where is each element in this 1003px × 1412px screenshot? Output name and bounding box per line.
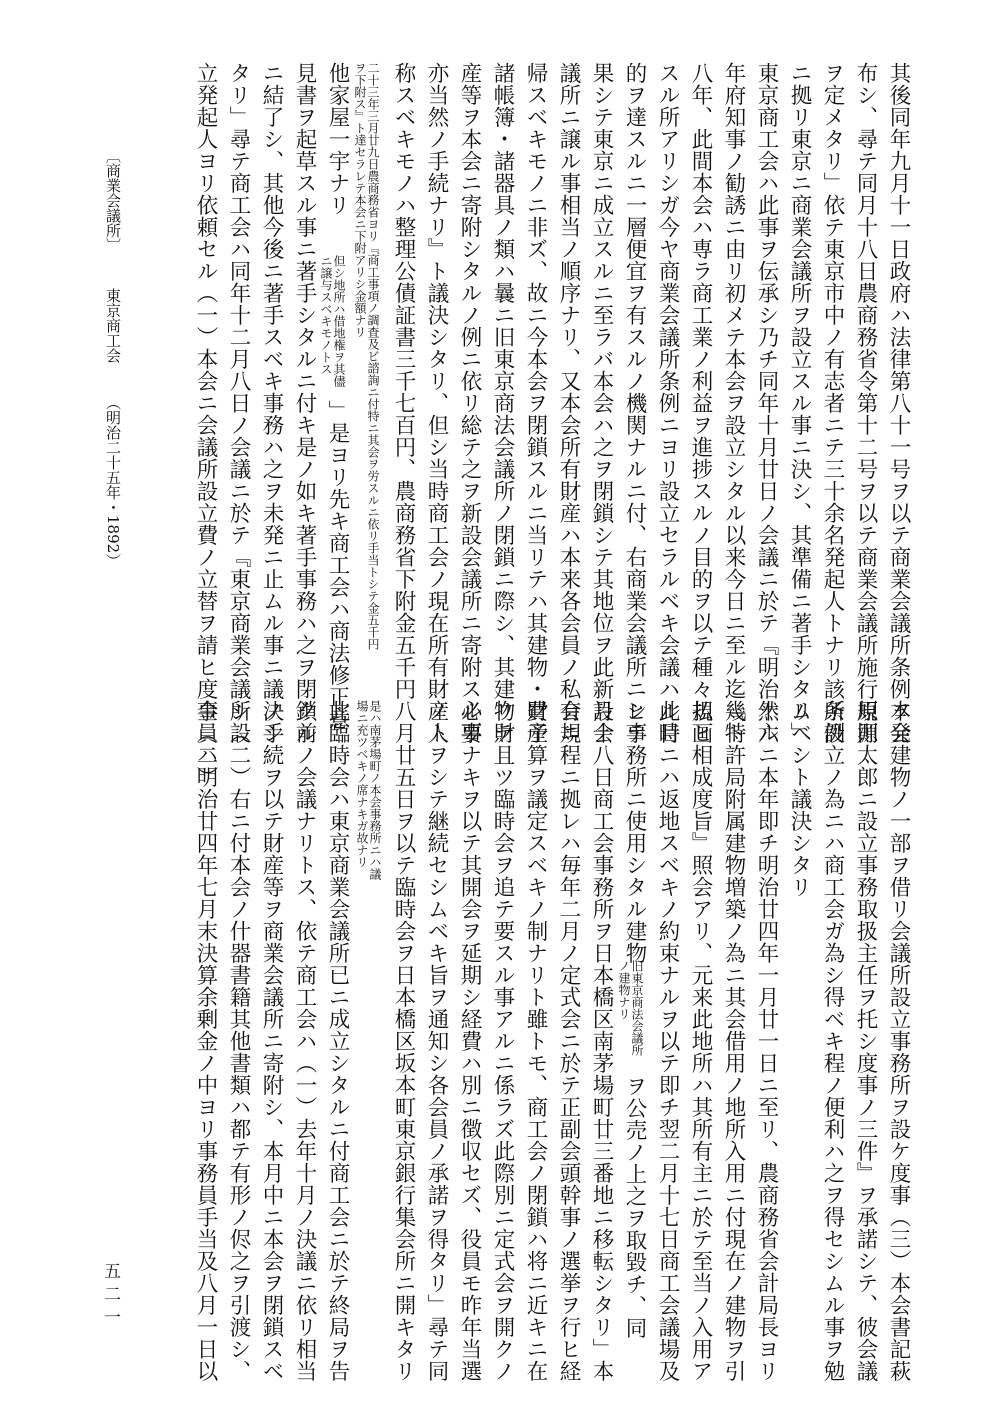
bottom-line-17: 此臨時会ハ東京商業会議所已ニ成立シタルニ付商工会ニ於テ終局ヲ告 (325, 700, 350, 1382)
header-period: （明治二十五年・1892） (104, 395, 122, 569)
top-line-3: ヲ定メタリ」依テ東京市中ノ有志者ニテ三十余名発起人トナリ該条例 (820, 62, 845, 744)
top-line-2: 布シ、尋テ同月十八日農商務省令第十二号ヲ以テ商業会議所施行規則 (853, 62, 878, 744)
note-land: 但シ地所ハ借地権ヲ其儘ニ譲与スベキモノトス (319, 255, 346, 387)
bottom-line-20: シ（二）右ニ付本会ノ什器書籍其他書類ハ都テ有形ノ侭之ヲ引渡シ、 (226, 700, 251, 1382)
top-line-13: 諸帳簿・諸器具ノ類ハ曩ニ旧東京商法会議所ノ閉鎖ニ際シ、其建物財 (490, 62, 515, 744)
top-line-15: 亦当然ノ手続ナリ』ト議決シタリ、但シ当時商工会ノ現在所有財産ト (424, 62, 449, 744)
bottom-line-4: ムベシト議決シタリ (787, 700, 812, 898)
note-venue: 是ハ南茅場町ノ本会事務所ニハ議場ニ充ツベキノ席ナキガ故ナリ (355, 700, 382, 880)
bottom-line-11: 会規程ニ拠レハ毎年二月ノ定式会ニ於テ正副会頭幹事ノ選挙ヲ行ヒ経 (556, 700, 581, 1382)
top-line-21: 立発起人ヨリ依頼セル（一）本会ニ会議所設立費ノ立替ヲ請ヒ度事（二） (193, 62, 218, 788)
top-line-4: ニ拠リ東京ニ商業会議所ヲ設立スル事ニ決シ、其準備ニ著手シタリ」 (787, 62, 812, 744)
top-line-6: 年府知事ノ勧誘ニ由リ初メテ本会ヲ設立シタル以来今日ニ至ル迄幾ト (721, 62, 746, 744)
bottom-line-3: 所設立ノ為ニハ商工会ガ為シ得ベキ程ノ便利ハ之ヲ得セシムル事ヲ勉 (820, 700, 845, 1382)
top-line-11: 議所ニ譲ル事相当ノ順序ナリ、又本会所有財産ハ本来各会員ノ私有ニ (556, 62, 581, 744)
top-line-17b: 」是ヨリ先キ商工会ハ商法修正意 (325, 400, 350, 730)
bottom-line-15: ノ人ヲシテ継続セシムベキ旨ヲ通知シ各会員ノ承諾ヲ得タリ」尋テ同 (424, 700, 449, 1382)
top-line-14: 産等ヲ本会ニ寄附シタルノ例ニ依リ総テ之ヲ新設会議所ニ寄附スル事 (457, 62, 482, 744)
bottom-line-13: リテ且ツ臨時会ヲ追テ要スル事アルニ係ラズ此際別ニ定式会ヲ開クノ (490, 700, 515, 1382)
bottom-line-5: 然ルニ本年即チ明治廿四年一月廿一日ニ至リ、農商務省会計局長ヨリ (754, 700, 779, 1382)
page-number: 五二一 (100, 1262, 120, 1331)
bottom-line-16: 八月廿五日ヲ以テ臨時会ヲ日本橋区坂本町東京銀行集会所ニ開キタリ (391, 700, 416, 1382)
note-subsidy: 二十三年三月廿九日農商務省ヨリ『商工事項ノ調査及ビ諮詢ニ付特ニ其会ヲ労スルニ依リ手当トシテ金五千円ヲ下附ス』ト達セラレテ本会ニ下附アリシ金額ナリ (353, 62, 380, 650)
bottom-line-9a: ヒ事務所ニ使用シタル建物 (622, 700, 647, 964)
header-bracket: 〔商業会議所〕 (104, 148, 122, 253)
top-line-8: スル所アリシガ今ヤ商業会議所条例ニヨリ設立セラルベキ会議ハ此目 (655, 62, 680, 744)
header-org: 東京商工会 (104, 288, 122, 363)
top-line-7: 八年、此間本会ハ専ラ商工業ノ利益ヲ進捗スルノ目的ヲ以テ種々規画 (688, 62, 713, 744)
bottom-line-14: 必要ナキヲ以テ其開会ヲ延期シ経費ハ別ニ徴収セズ、役員モ昨年当選 (457, 700, 482, 1382)
bottom-line-9b: ヲ公売ノ上之ヲ取毀チ、同 (622, 1075, 647, 1339)
bottom-line-21: 金員ハ明治廿四年七月末決算余剰金ノ中ヨリ事務員手当及八月一日以 (193, 700, 218, 1382)
top-line-16: 称スベキモノハ整理公債証書三千七百円、農商務省下附金五千円 (391, 62, 416, 700)
bottom-line-6: 『特許局附属建物増築ノ為ニ其会借用ノ地所入用ニ付現在ノ建物ヲ引 (721, 700, 746, 1382)
bottom-line-12: 費予算ヲ議定スベキノ制ナリト雖トモ、商工会ノ閉鎖ハ将ニ近キニ在 (523, 700, 548, 1382)
top-line-17a: 他家屋一宇ナリ (325, 62, 350, 216)
note-old-building: 旧東京商法会議所ノ建物ナリ (617, 960, 644, 1056)
top-line-10: 果シテ東京ニ成立スルニ至ラバ本会ハ之ヲ閉鎖シテ其地位ヲ此新設会 (589, 62, 614, 744)
bottom-line-1: 本会建物ノ一部ヲ借リ会議所設立事務所ヲ設ケ度事（三）本会書記萩 (886, 700, 911, 1382)
top-line-9: 的ヲ達スルニ一層便宜ヲ有スルノ機関ナルニ付、右商業会議所ニシテ (622, 62, 647, 744)
bottom-line-2: 原源太郎ニ設立事務取扱主任ヲ托シ度事ノ三件』ヲ承諾シテ、彼会議 (853, 700, 878, 1382)
bottom-line-8: ル時ニハ返地スベキノ約束ナルヲ以テ即チ翌二月十七日商工会議場及 (655, 700, 680, 1382)
top-line-12: 帰スベキモノニ非ズ、故ニ今本会ヲ閉鎖スルニ当リテハ其建物・財産 (523, 62, 548, 744)
top-line-1: 其後同年九月十一日政府ハ法律第八十一号ヲ以テ商業会議所条例ヲ発 (886, 62, 911, 744)
bottom-line-19: ノ手続ヲ以テ財産等ヲ商業会議所ニ寄附シ、本月中ニ本会ヲ閉鎖スベ (259, 700, 284, 1382)
top-line-5: 東京商工会ハ此事ヲ伝承シ乃チ同年十月廿日ノ会議ニ於テ『明治十六 (754, 62, 779, 744)
top-line-18: 見書ヲ起草スル事ニ著手シタルニ付キ是ノ如キ著手事務ハ之ヲ閉鎖前 (292, 62, 317, 744)
top-line-20: タリ」尋テ商工会ハ同年十二月八日ノ会議ニ於テ『東京商業会議所設 (226, 62, 251, 744)
bottom-line-10: 月十八日商工会事務所ヲ日本橋区南茅場町廿三番地ニ移転シタリ」本 (589, 700, 614, 1382)
bottom-line-18: クルノ会議ナリトス、依テ商工会ハ（一）去年十月ノ決議ニ依リ相当 (292, 700, 317, 1382)
top-line-19: ニ結了シ、其他今後ニ著手スベキ事務ハ之ヲ未発ニ止ムル事ニ議決シ (259, 62, 284, 744)
bottom-line-7: 払ヒ相成度旨』照会アリ、元来此地所ハ其所有主ニ於テ至当ノ入用ア (688, 700, 713, 1382)
